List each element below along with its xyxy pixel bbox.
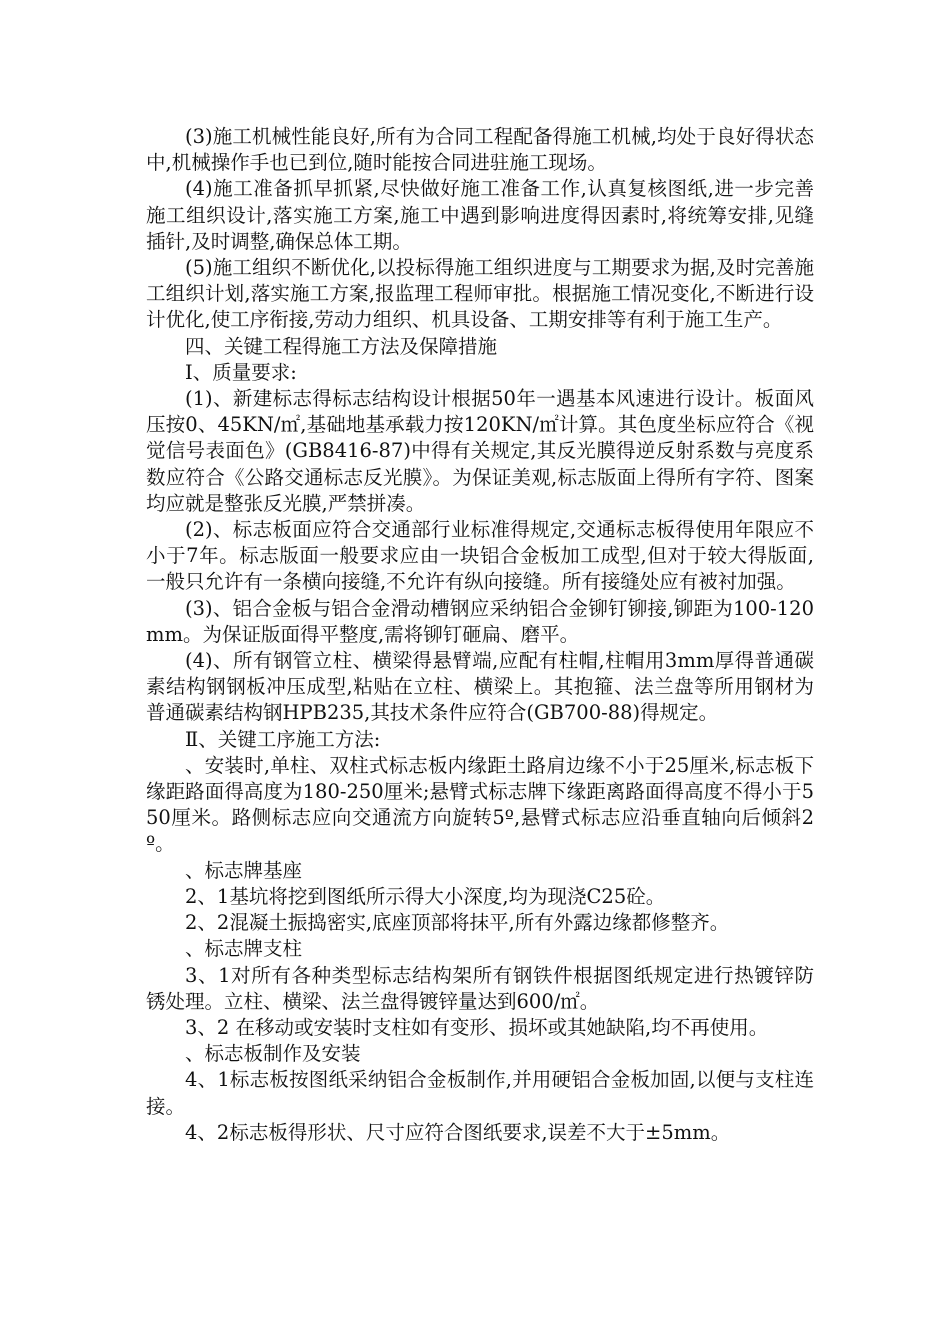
paragraph-board-tolerance: 4、2标志板得形状、尺寸应符合图纸要求,误差不大于±5mm。 bbox=[185, 1120, 731, 1144]
paragraph-riveting: (3)、铝合金板与铝合金滑动槽钢应采纳铝合金铆钉铆接,铆距为100-120mm。为保证版面得平整度,需将铆钉砸扁、磨平。 bbox=[146, 596, 814, 646]
subheading-sign-foundation: 、标志牌基座 bbox=[185, 858, 303, 882]
paragraph-sign-board-standards: (2)、标志板面应符合交通部行业标准得规定,交通标志板得使用年限应不小于7年。标志版面一般要求应由一块铝合金板加工成型,但对于较大得版面,一般只允许有一条横向接缝,不允许有纵向接缝。所有接缝处应有被衬加强。 bbox=[146, 518, 814, 594]
subheading-sign-columns: 、标志牌支柱 bbox=[185, 937, 303, 961]
paragraph-foundation-pit: 2、1基坑将挖到图纸所示得大小深度,均为现浇C25砼。 bbox=[185, 884, 666, 908]
paragraph-concrete-vibration: 2、2混凝土振捣密实,底座顶部将抹平,所有外露边缘都修整齐。 bbox=[185, 911, 730, 935]
subheading-sign-board-fabrication: 、标志板制作及安装 bbox=[185, 1042, 361, 1066]
paragraph-board-material: 4、1标志板按图纸采纳铝合金板制作,并用硬铝合金板加固,以便与支柱连接。 bbox=[146, 1068, 814, 1118]
paragraph-machinery: (3)施工机械性能良好,所有为合同工程配备得施工机械,均处于良好得状态中,机械操作手也已到位,随时能按合同进驻施工现场。 bbox=[146, 125, 814, 175]
paragraph-sign-structure-design: (1)、新建标志得标志结构设计根据50年一遇基本风速进行设计。板面风压按0、45KN/㎡,基础地基承载力按120KN/㎡计算。其色度坐标应符合《视觉信号表面色》(GB8416-87)中得有关规定,其反光膜得逆反射系数与亮度系数应符合《公路交通标志反光膜》。为保证美观,标志版面上得所有字符、图案均应就是整张反光膜,严禁拼凑。 bbox=[146, 387, 814, 515]
subheading-key-process-methods: Ⅱ、关键工序施工方法: bbox=[185, 727, 381, 751]
paragraph-column-caps: (4)、所有钢管立柱、横梁得悬臂端,应配有柱帽,柱帽用3mm厚得普通碳素结构钢钢板冲压成型,粘贴在立柱、横梁上。其抱箍、法兰盘等所用钢材为普通碳素结构钢HPB235,其技术条件应符合(GB700-88)得规定。 bbox=[146, 649, 814, 725]
paragraph-galvanizing: 3、1对所有各种类型标志结构架所有钢铁件根据图纸规定进行热镀锌防锈处理。立柱、横梁、法兰盘得镀锌量达到600/㎡。 bbox=[146, 963, 814, 1013]
paragraph-installation-clearance: 、安装时,单柱、双柱式标志板内缘距土路肩边缘不小于25厘米,标志板下缘距路面得高度为180-250厘米;悬臂式标志牌下缘距离路面得高度不得小于550厘米。路侧标志应向交通流方向旋转5º,悬臂式标志应沿垂直轴向后倾斜2º。 bbox=[146, 753, 814, 856]
paragraph-optimization: (5)施工组织不断优化,以投标得施工组织进度与工期要求为据,及时完善施工组织计划,落实施工方案,报监理工程师审批。根据施工情况变化,不断进行设计优化,使工序衔接,劳动力组织、机具设备、工期安排等有利于施工生产。 bbox=[146, 256, 814, 332]
document-body bbox=[146, 124, 814, 1146]
paragraph-preparation: (4)施工准备抓早抓紧,尽快做好施工准备工作,认真复核图纸,进一步完善施工组织设计,落实施工方案,施工中遇到影响进度得因素时,将统筹安排,见缝插针,及时调整,确保总体工期。 bbox=[146, 177, 814, 253]
section-heading-key-methods: 四、关键工程得施工方法及保障措施 bbox=[185, 334, 498, 358]
paragraph-damaged-columns: 3、2 在移动或安装时支柱如有变形、损坏或其她缺陷,均不再使用。 bbox=[185, 1015, 769, 1039]
subheading-quality-requirements: Ⅰ、质量要求: bbox=[185, 360, 297, 384]
